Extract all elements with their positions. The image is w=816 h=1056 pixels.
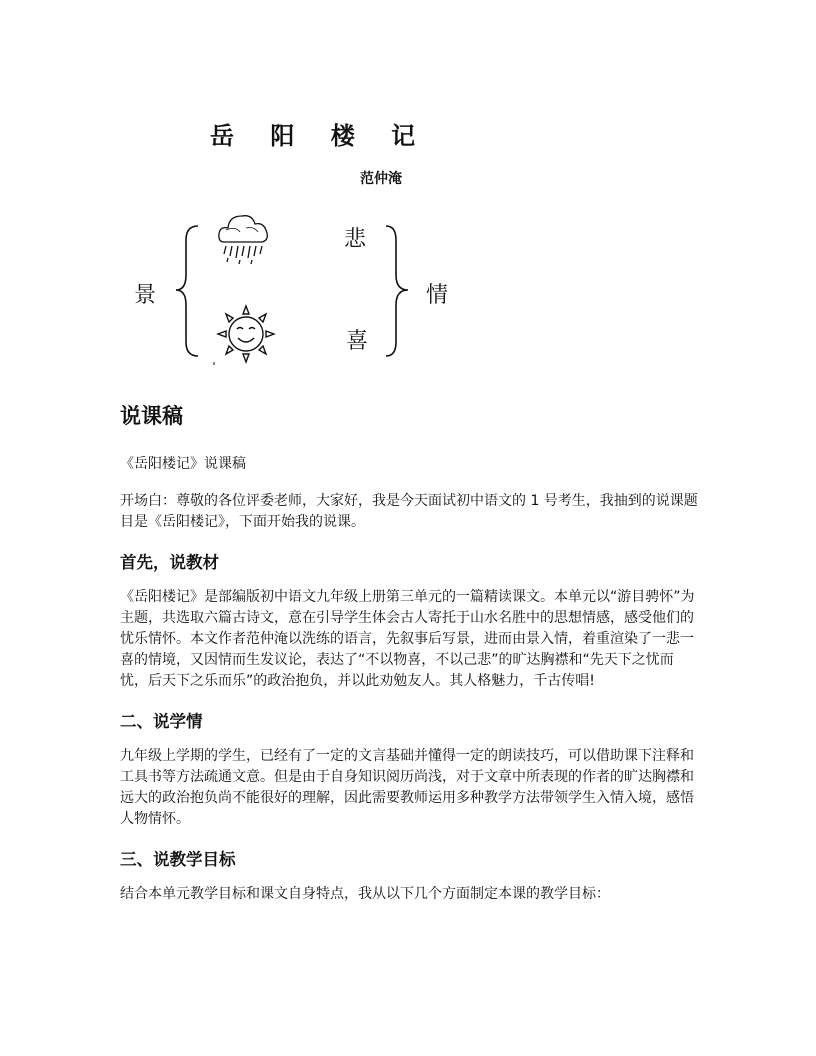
sad-char: 悲: [344, 227, 367, 252]
section-body-objectives: 结合本单元教学目标和课文自身特点，我从以下几个方面制定本课的教学目标：: [120, 886, 610, 902]
document-subtitle: 《岳阳楼记》说课稿: [120, 456, 246, 472]
left-brace: [176, 226, 198, 356]
section-heading-objectives: 三、说教学目标: [120, 850, 236, 869]
scene-char-left: 景: [134, 283, 157, 308]
section-heading-students: 二、说学情: [120, 712, 203, 731]
figure-title: 岳 阳 楼 记: [210, 121, 430, 150]
smiling-sun-icon: [218, 306, 274, 362]
document-body: [120, 400, 700, 915]
rain-cloud-icon: [219, 216, 267, 264]
scene-diagram: [0, 0, 816, 400]
emotion-char-right: 情: [426, 283, 449, 308]
section-heading-textbook: 首先，说教材: [120, 553, 219, 572]
joy-char: 喜: [346, 329, 369, 354]
section-body-students: 九年级上学期的学生，已经有了一定的文言基础并懂得一定的朗读技巧，可以借助课下注释和工具书等方法疏通文意。但是由于自身知识阅历尚浅，对于文章中所表现的作者的旷达胸襟和远大的政治抱负尚不能很好的理解，因此需要教师运用多种教学方法带领学生入情入境，感悟人物情怀。: [120, 748, 694, 827]
opening-paragraph: 开场白：尊敬的各位评委老师，大家好，我是今天面试初中语文的 1 号考生，我抽到的说课题目是《岳阳楼记》，下面开始我的说课。: [120, 493, 698, 530]
document-heading: 说课稿: [120, 404, 183, 428]
right-brace: [386, 226, 408, 356]
section-body-textbook: 《岳阳楼记》是部编版初中语文九年级上册第三单元的一篇精读课文。本单元以“游目骋怀”为主题，共选取六篇古诗文，意在引导学生体会古人寄托于山水名胜中的思想情感，感受他们的忧乐情怀。本文作者范仲淹以洗练的语言，先叙事后写景，进而由景入情，着重渲染了一悲一喜的情境，又因情而生发议论，表达了“不以物喜，不以己悲”的旷达胸襟和“先天下之忧而忧，后天下之乐而乐”的政治抱负，并以此劝勉友人。其人格魅力，千古传唱!: [120, 589, 695, 689]
figure-author: 范仲淹: [360, 171, 402, 187]
